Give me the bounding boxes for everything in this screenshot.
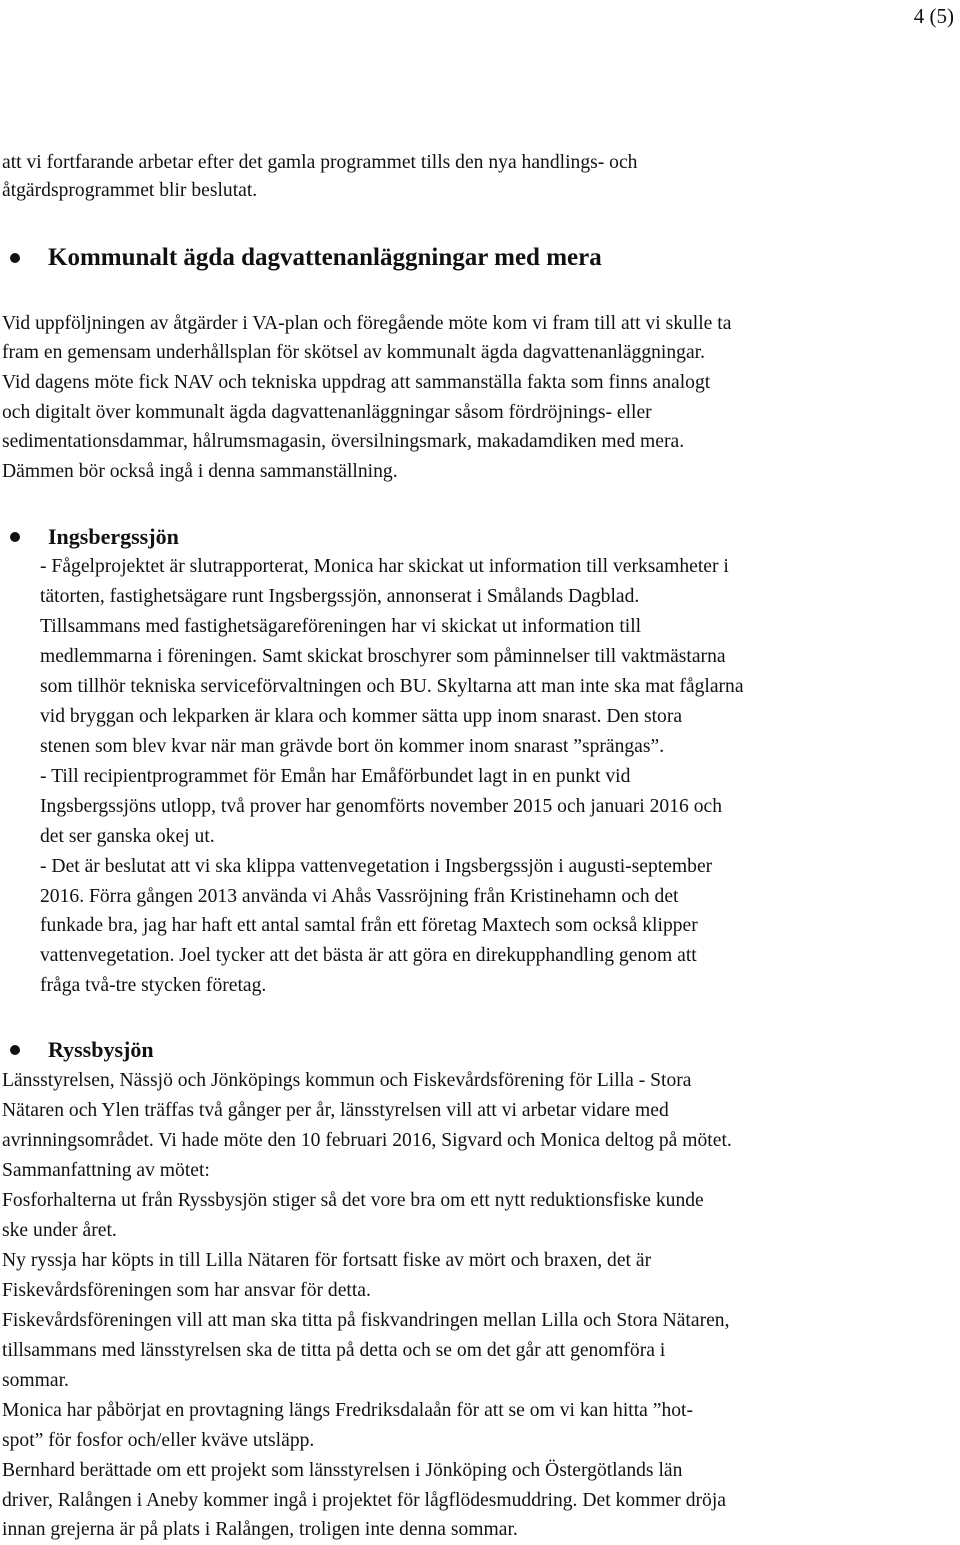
ryssbysjon-line-16: innan grejerna är på plats i Ralången, troligen inte denna sommar. — [2, 1519, 518, 1540]
ingsbergssjon-line-6: vid bryggan och lekparken är klara och kommer sätta upp inom snarast. Den stora — [40, 706, 683, 727]
ingsbergssjon-line-1: - Fågelprojektet är slutrapporterat, Monica har skickat ut information till verksamheter i — [40, 556, 729, 577]
bullet-icon — [10, 253, 20, 263]
ingsbergssjon-line-14: vattenvegetation. Joel tycker att det bästa är att göra en direkupphandling genom att — [40, 945, 697, 966]
ryssbysjon-line-12: Monica har påbörjat en provtagning längs Fredriksdalaån för att se om vi kan hitta ”hot- — [2, 1400, 694, 1421]
ryssbysjon-line-7: Ny ryssja har köpts in till Lilla Nätaren för fortsatt fiske av mört och braxen, det är — [2, 1250, 652, 1271]
bullet-icon — [10, 532, 20, 542]
section-heading-ryssbysjon: Ryssbysjön — [48, 1037, 154, 1062]
ingsbergssjon-line-12: 2016. Förra gången 2013 använda vi Ahås Vassröjning från Kristinehamn och det — [40, 886, 679, 907]
ryssbysjon-line-2: Nätaren och Ylen träffas två gånger per år, länsstyrelsen vill att vi arbetar vidare med — [2, 1100, 669, 1121]
bullet-icon — [10, 1045, 20, 1055]
ingsbergssjon-line-10: det ser ganska okej ut. — [40, 826, 215, 847]
ingsbergssjon-line-15: fråga två-tre stycken företag. — [40, 975, 267, 996]
ryssbysjon-line-9: Fiskevårdsföreningen vill att man ska titta på fiskvandringen mellan Lilla och Stora Nätaren, — [2, 1310, 730, 1331]
dagvatten-line-2: fram en gemensam underhållsplan för skötsel av kommunalt ägda dagvattenanläggningar. — [2, 342, 705, 363]
section-heading-dagvatten: Kommunalt ägda dagvattenanläggningar med mera — [48, 244, 602, 271]
intro-line-1: att vi fortfarande arbetar efter det gamla programmet tills den nya handlings- och — [2, 152, 638, 173]
ingsbergssjon-line-11: - Det är beslutat att vi ska klippa vattenvegetation i Ingsbergssjön i augusti-september — [40, 856, 713, 877]
dagvatten-line-3: Vid dagens möte fick NAV och tekniska uppdrag att sammanställa fakta som finns analogt — [2, 372, 711, 393]
ingsbergssjon-line-5: som tillhör tekniska serviceförvaltningen och BU. Skyltarna att man inte ska mat fåglarna — [40, 676, 744, 697]
section-heading-ingsbergssjon: Ingsbergssjön — [48, 524, 179, 549]
ryssbysjon-line-4: Sammanfattning av mötet: — [2, 1160, 210, 1181]
ingsbergssjon-line-13: funkade bra, jag har haft ett antal samtal från ett företag Maxtech som också klipper — [40, 915, 698, 936]
ryssbysjon-line-15: driver, Ralången i Aneby kommer ingå i projektet för lågflödesmuddring. Det kommer dröja — [2, 1490, 726, 1511]
ryssbysjon-line-3: avrinningsområdet. Vi hade möte den 10 februari 2016, Sigvard och Monica deltog på mötet. — [2, 1130, 732, 1151]
ryssbysjon-line-5: Fosforhalterna ut från Ryssbysjön stiger så det vore bra om ett nytt reduktionsfiske kunde — [2, 1190, 704, 1211]
ingsbergssjon-line-2: tätorten, fastighetsägare runt Ingsbergssjön, annonserat i Smålands Dagblad. — [40, 586, 640, 607]
page-number: 4 (5) — [913, 4, 954, 28]
ryssbysjon-line-1: Länsstyrelsen, Nässjö och Jönköpings kommun och Fiskevårdsförening för Lilla - Stora — [2, 1070, 692, 1091]
ingsbergssjon-line-8: - Till recipientprogrammet för Emån har Emåförbundet lagt in en punkt vid — [40, 766, 631, 787]
intro-line-2: åtgärdsprogrammet blir beslutat. — [2, 180, 258, 201]
ryssbysjon-line-13: spot” för fosfor och/eller kväve utsläpp. — [2, 1430, 315, 1451]
ingsbergssjon-line-7: stenen som blev kvar när man grävde bort ön kommer inom snarast ”sprängas”. — [40, 736, 665, 757]
ryssbysjon-line-10: tillsammans med länsstyrelsen ska de titta på detta och se om det går att genomföra i — [2, 1340, 666, 1361]
dagvatten-line-6: Dämmen bör också ingå i denna sammanställning. — [2, 461, 398, 482]
ingsbergssjon-line-4: medlemmarna i föreningen. Samt skickat broschyrer som påminnelser till vaktmästarna — [40, 646, 726, 667]
dagvatten-line-5: sedimentationsdammar, hålrumsmagasin, översilningsmark, makadamdiken med mera. — [2, 431, 685, 452]
ryssbysjon-line-14: Bernhard berättade om ett projekt som länsstyrelsen i Jönköping och Östergötlands län — [2, 1460, 683, 1481]
ingsbergssjon-line-3: Tillsammans med fastighetsägareföreningen har vi skickat ut information till — [40, 616, 642, 637]
ryssbysjon-line-11: sommar. — [2, 1370, 69, 1391]
dagvatten-line-1: Vid uppföljningen av åtgärder i VA-plan och föregående möte kom vi fram till att vi skulle ta — [2, 313, 732, 334]
dagvatten-line-4: och digitalt över kommunalt ägda dagvattenanläggningar såsom fördröjnings- eller — [2, 402, 652, 423]
ingsbergssjon-line-9: Ingsbergssjöns utlopp, två prover har genomförts november 2015 och januari 2016 och — [40, 796, 723, 817]
ryssbysjon-line-6: ske under året. — [2, 1220, 117, 1241]
ryssbysjon-line-8: Fiskevårdsföreningen som har ansvar för detta. — [2, 1280, 371, 1301]
